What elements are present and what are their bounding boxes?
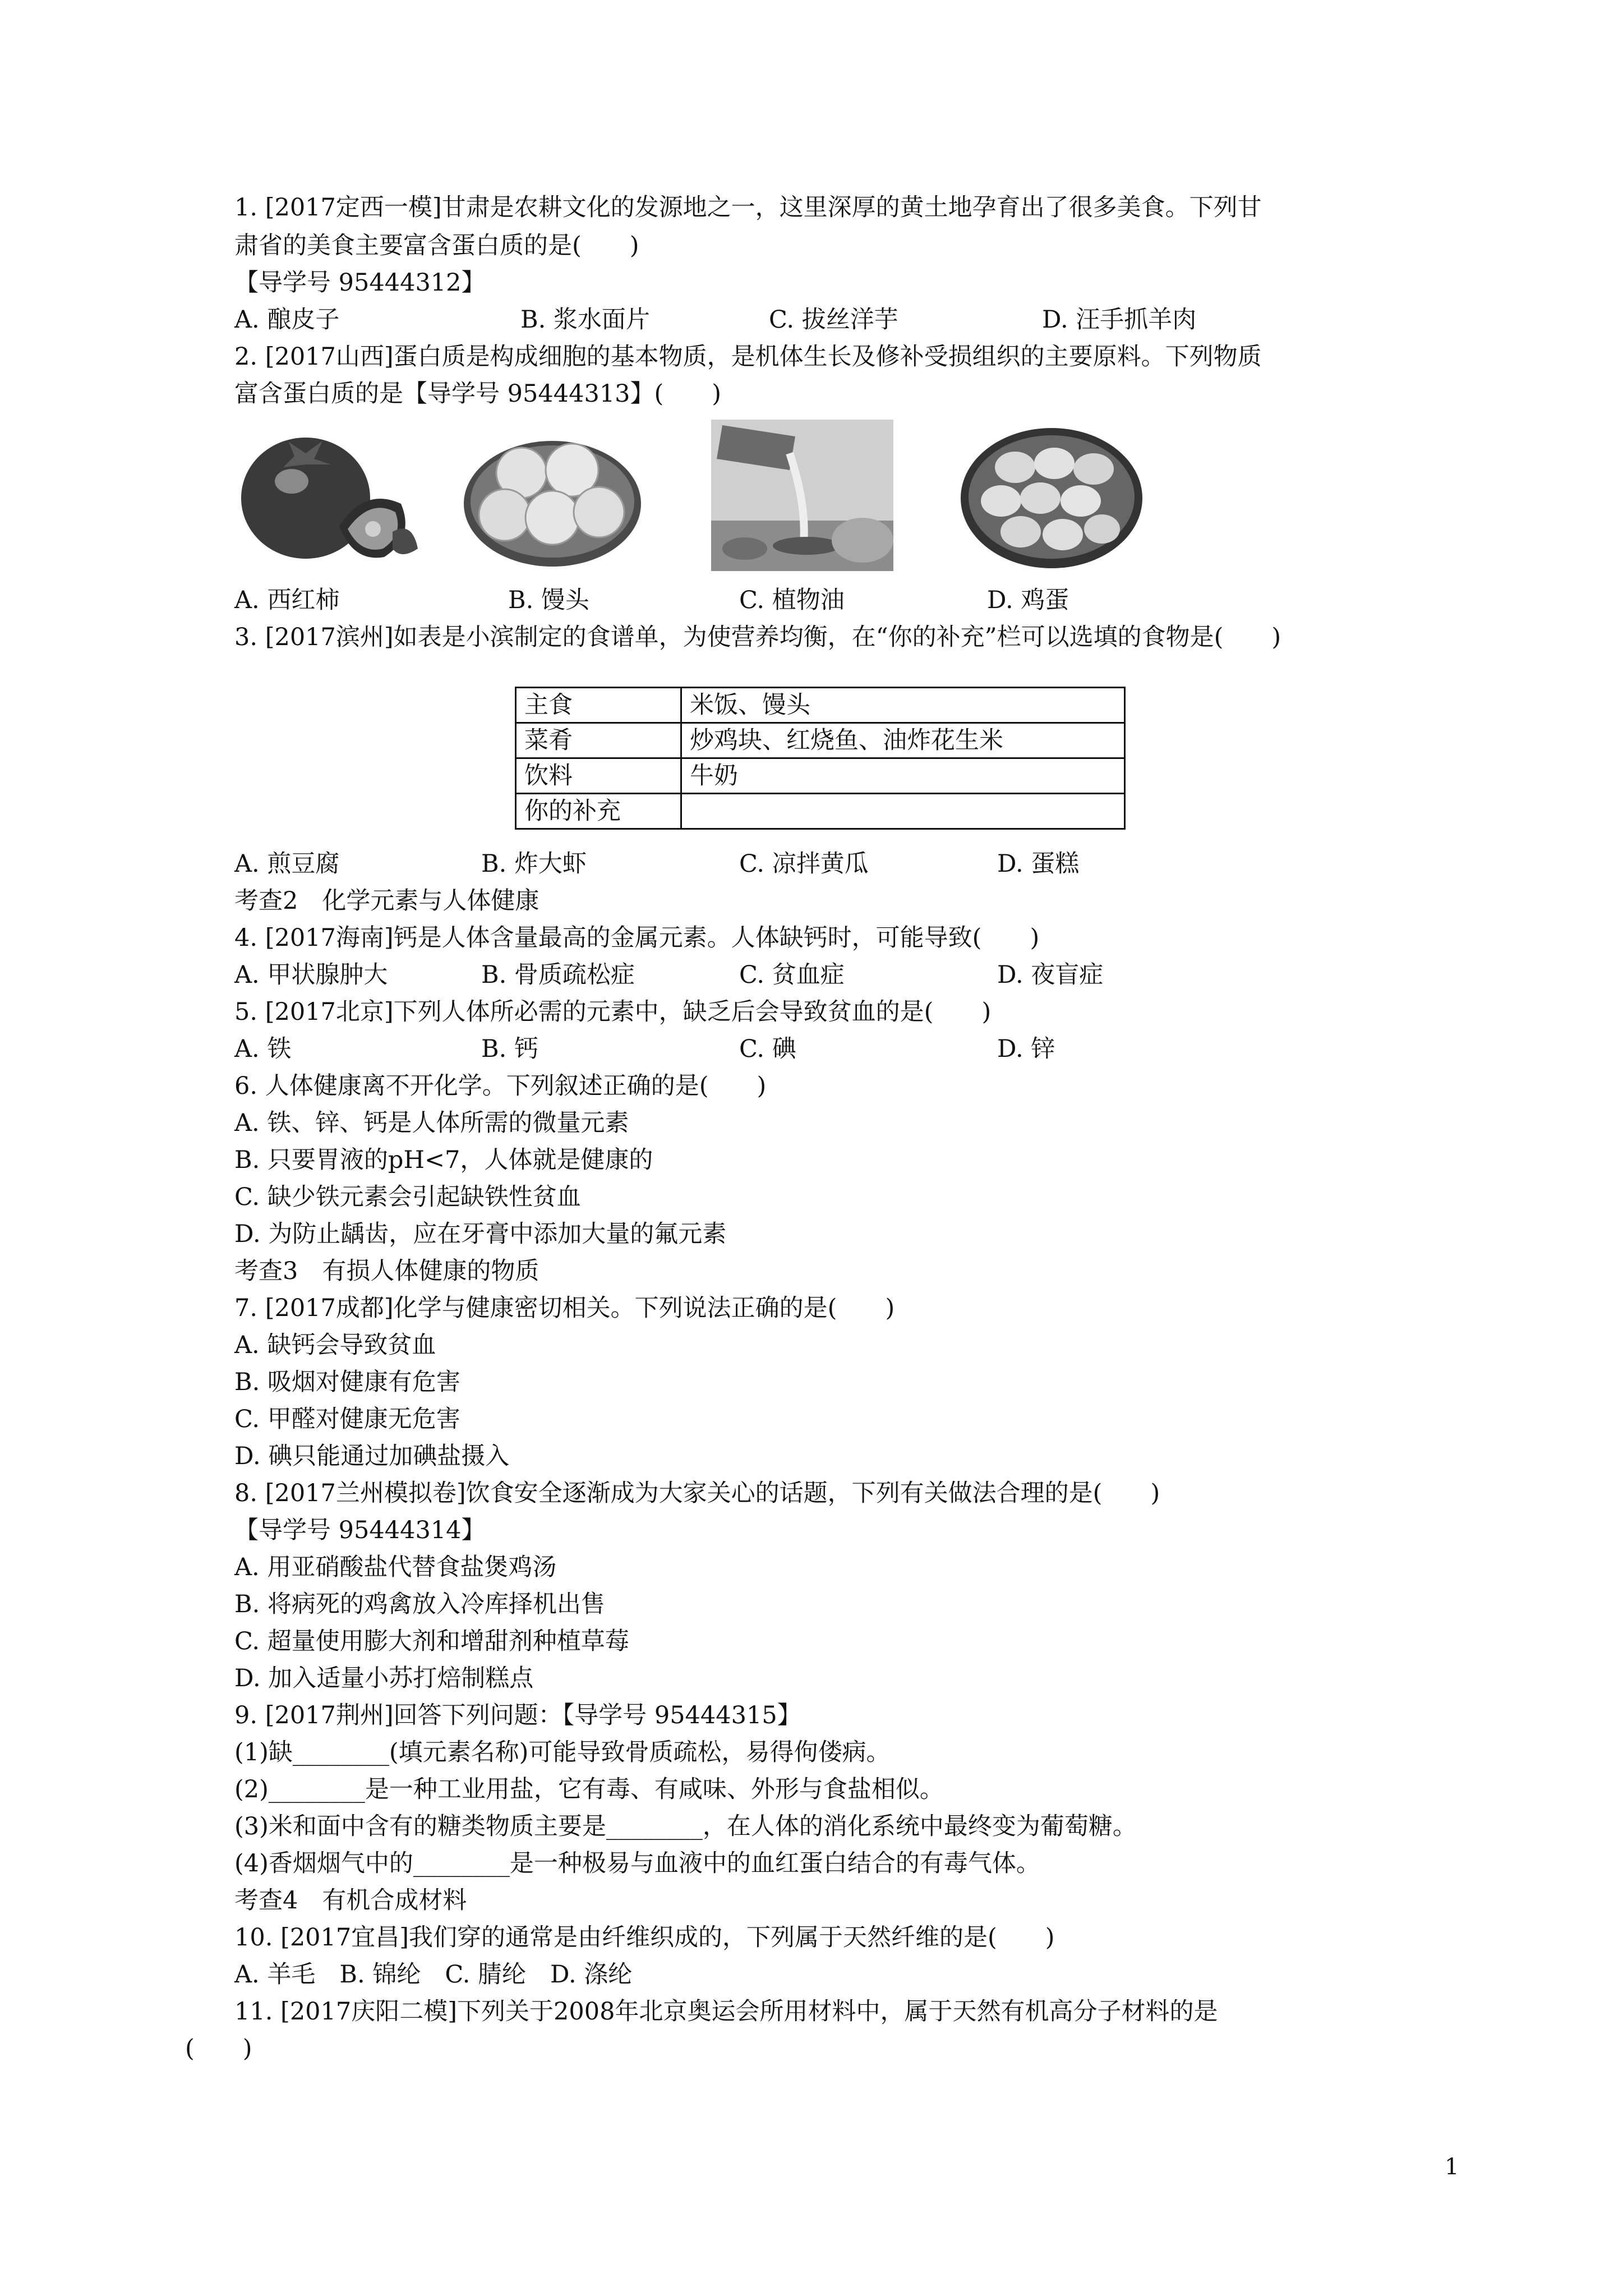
q1-options: [234, 303, 1412, 337]
q3-stem-line1: 3. [2017滨州]如表是小滨制定的食谱单，为使营养均衡，在“你的补充”栏可以选填的食物是( ): [234, 623, 1281, 651]
q5-stem-line1: 5. [2017北京]下列人体所必需的元素中，缺乏后会导致贫血的是( ): [234, 998, 992, 1026]
q9-part-4: (4)香烟烟气中的________是一种极易与血液中的血红蛋白结合的有毒气体。: [234, 1849, 1040, 1878]
q5-option-a: A. 铁: [234, 1035, 292, 1063]
q2-option-c: C. 植物油: [739, 586, 845, 614]
q6-option-a: A. 铁、锌、钙是人体所需的微量元素: [234, 1109, 629, 1137]
q3-option-c: C. 凉拌黄瓜: [739, 850, 869, 878]
q9-part-3: (3)米和面中含有的糖类物质主要是________，在人体的消化系统中最终变为葡萄糖。: [234, 1812, 1137, 1841]
q1-stem-line1: 1. [2017定西一模]甘肃是农耕文化的发源地之一，这里深厚的黄土地孕育出了很多美食。下列甘: [234, 194, 1262, 222]
q7-option-c: C. 甲醛对健康无危害: [234, 1405, 460, 1433]
q2-option-d: D. 鸡蛋: [987, 586, 1069, 614]
q6-option-b: B. 只要胃液的pH<7，人体就是健康的: [234, 1146, 653, 1174]
q11-stem-line2: ( ): [185, 2035, 252, 2063]
table-row: [516, 723, 1125, 758]
table-row: [516, 688, 1125, 723]
q5-option-c: C. 碘: [739, 1035, 796, 1063]
q1-option-c: C. 拔丝洋芋: [769, 306, 898, 334]
section-heading-4: 考查4 有机合成材料: [234, 1887, 467, 1915]
q1-option-d: D. 汪手抓羊肉: [1042, 306, 1197, 334]
q5-options: [234, 1032, 1412, 1066]
page-number: 1: [1445, 2154, 1459, 2180]
table-cell-value: 米饭、馒头: [681, 688, 1125, 723]
table-cell-value: 牛奶: [681, 758, 1125, 794]
q2-stem-line1: 2. [2017山西]蛋白质是构成细胞的基本物质，是机体生长及修补受损组织的主要原料。下列物质: [234, 343, 1262, 371]
q11-stem-line1: 11. [2017庆阳二模]下列关于2008年北京奥运会所用材料中，属于天然有机高分子材料的是: [234, 1998, 1218, 2026]
q3-option-d: D. 蛋糕: [997, 850, 1080, 878]
q9-stem-line1: 9. [2017荆州]回答下列问题：【导学号 95444315】: [234, 1701, 801, 1729]
q2-option-b: B. 馒头: [508, 586, 589, 614]
recipe-table: [515, 687, 1126, 830]
q3-option-a: A. 煎豆腐: [234, 850, 340, 878]
q4-option-b: B. 骨质疏松症: [481, 961, 635, 989]
q10-options: A. 羊毛 B. 锦纶 C. 腈纶 D. 涤纶: [234, 1961, 633, 1989]
q2-options: [234, 583, 1412, 617]
q8-option-a: A. 用亚硝酸盐代替食盐煲鸡汤: [234, 1553, 557, 1581]
q2-food-images: [233, 420, 1130, 582]
table-cell-value: [681, 794, 1125, 829]
q7-option-b: B. 吸烟对健康有危害: [234, 1368, 460, 1396]
table-row: [516, 794, 1125, 829]
q5-option-b: B. 钙: [481, 1035, 538, 1063]
vegetable-oil-image: [711, 420, 893, 571]
q6-option-d: D. 为防止龋齿，应在牙膏中添加大量的氟元素: [234, 1220, 727, 1248]
section-heading-2: 考查2 化学元素与人体健康: [234, 887, 540, 915]
steamed-buns-image: [460, 420, 645, 571]
table-cell-label: 主食: [516, 688, 681, 723]
q1-option-b: B. 浆水面片: [520, 306, 650, 334]
q1-guide-number: 【导学号 95444312】: [234, 269, 486, 297]
q7-option-a: A. 缺钙会导致贫血: [234, 1331, 436, 1359]
q2-option-a: A. 西红柿: [234, 586, 340, 614]
q6-stem-line1: 6. 人体健康离不开化学。下列叙述正确的是( ): [234, 1072, 767, 1100]
q7-stem-line1: 7. [2017成都]化学与健康密切相关。下列说法正确的是( ): [234, 1294, 895, 1322]
section-heading-3: 考查3 有损人体健康的物质: [234, 1257, 540, 1285]
q6-option-c: C. 缺少铁元素会引起缺铁性贫血: [234, 1183, 581, 1211]
q2-stem-line2: 富含蛋白质的是【导学号 95444313】( ): [234, 380, 722, 408]
q8-option-c: C. 超量使用膨大剂和增甜剂种植草莓: [234, 1627, 629, 1655]
q8-option-d: D. 加入适量小苏打焙制糕点: [234, 1664, 534, 1692]
q4-option-a: A. 甲状腺肿大: [234, 961, 388, 989]
q4-option-c: C. 贫血症: [739, 961, 845, 989]
q8-stem-line1: 8. [2017兰州模拟卷]饮食安全逐渐成为大家关心的话题，下列有关做法合理的是( ): [234, 1479, 1160, 1507]
q4-option-d: D. 夜盲症: [997, 961, 1104, 989]
q1-option-a: A. 酿皮子: [234, 306, 340, 334]
q4-options: [234, 958, 1412, 992]
eggs-image: [956, 420, 1147, 571]
q8-option-b: B. 将病死的鸡禽放入冷库择机出售: [234, 1590, 605, 1618]
q10-stem-line1: 10. [2017宜昌]我们穿的通常是由纤维织成的，下列属于天然纤维的是( ): [234, 1924, 1055, 1952]
table-row: [516, 758, 1125, 794]
q7-option-d: D. 碘只能通过加碘盐摄入: [234, 1442, 510, 1470]
q3-option-b: B. 炸大虾: [481, 850, 587, 878]
q3-options: [234, 847, 1412, 881]
table-cell-label: 菜肴: [516, 723, 681, 758]
q9-part-1: (1)缺________(填元素名称)可能导致骨质疏松，易得佝偻病。: [234, 1738, 891, 1766]
table-cell-value: 炒鸡块、红烧鱼、油炸花生米: [681, 723, 1125, 758]
table-cell-label: 你的补充: [516, 794, 681, 829]
q9-part-2: (2)________是一种工业用盐，它有毒、有咸味、外形与食盐相似。: [234, 1775, 944, 1803]
table-cell-label: 饮料: [516, 758, 681, 794]
q1-stem-line2: 肃省的美食主要富含蛋白质的是( ): [234, 232, 639, 260]
tomato-image: [233, 420, 423, 565]
q8-guide-number: 【导学号 95444314】: [234, 1516, 486, 1544]
q4-stem-line1: 4. [2017海南]钙是人体含量最高的金属元素。人体缺钙时，可能导致( ): [234, 924, 1040, 952]
q5-option-d: D. 锌: [997, 1035, 1055, 1063]
